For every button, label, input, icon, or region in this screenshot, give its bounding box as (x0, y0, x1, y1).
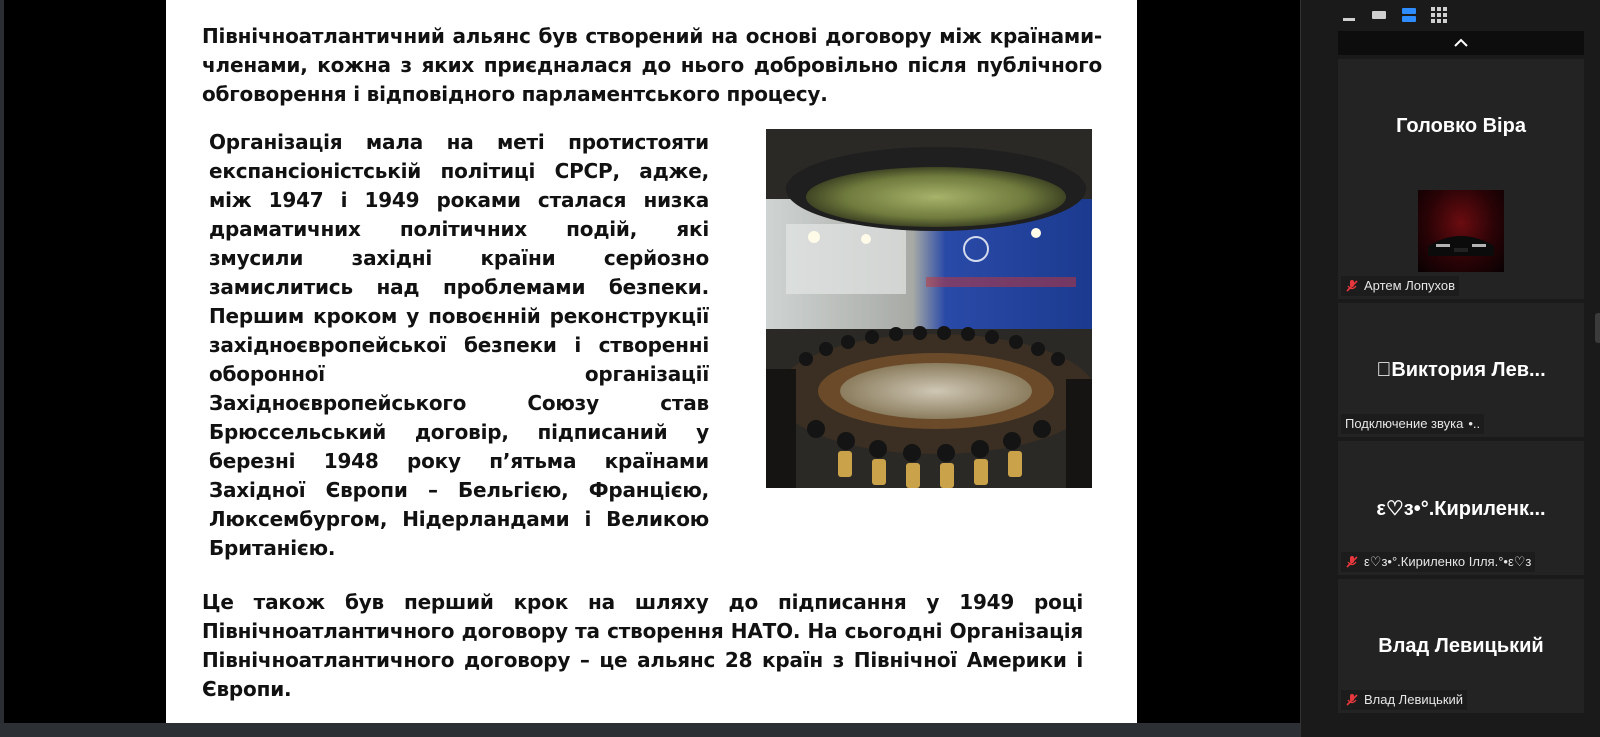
scrollbar-handle[interactable] (1595, 313, 1600, 343)
presentation-slide (166, 0, 1137, 723)
view-controls (1340, 4, 1448, 26)
participant-tag-label: Артем Лопухов (1364, 278, 1455, 293)
slide-paragraph-3: Це також був перший крок на шляху до підписання у 1949 році Північноатлантичного договору та створення НАТО. На сьогодні Організація Північноатлантичного договору – це альянс 28 країн з Північної Америки і Європи. (202, 590, 1083, 701)
participant-tile[interactable] (1338, 441, 1584, 575)
mic-muted-icon (1345, 555, 1359, 569)
participant-tag-label: ε♡з•°.Кириленко Ілля.°•ε♡з (1364, 554, 1532, 569)
window-edge (0, 0, 4, 737)
connecting-dots: •.. (1468, 416, 1481, 431)
minimize-icon[interactable] (1340, 6, 1358, 24)
participant-tag-label: Влад Левицький (1364, 692, 1464, 707)
gallery-strip-icon[interactable] (1400, 6, 1418, 24)
participant-name-tag (1341, 552, 1535, 572)
participant-display-name: Влад Левицький (1378, 634, 1544, 657)
participant-tile[interactable] (1338, 165, 1584, 299)
speaker-view-icon[interactable] (1370, 6, 1388, 24)
participant-tag-label: Подключение звука (1345, 416, 1464, 431)
mic-muted-icon (1345, 279, 1359, 293)
grid-view-icon[interactable] (1430, 6, 1448, 24)
participant-tile[interactable] (1338, 303, 1584, 437)
scroll-up-button[interactable] (1338, 31, 1584, 55)
participant-name-tag (1341, 690, 1467, 710)
chevron-up-icon (1453, 38, 1469, 48)
nato-summit-photo (766, 129, 1092, 488)
participant-name-tag (1341, 414, 1484, 434)
slide-paragraph-2: Організація мала на меті протистояти експансіоністській політиці СРСР, адже, між 1947 і 1949 роками сталася низка драматичних політичних подій, які змусили західні країни серйозно замислитись над проблемами безпеки. Першим кроком у повоєнній реконструкції західноєвропейської безпеки і створенні оборонної організації Західноєвропейського Союзу став Брюссельський договір, підписаний у березні 1948 року п’ятьма країнами Західної Європи – Бельгією, Францією, Люксембургом, Нідерландами і Великою Британією. (209, 130, 709, 560)
participant-display-name: Головко Віра (1396, 114, 1526, 137)
car-avatar (1418, 190, 1504, 272)
participant-name-tag (1341, 276, 1459, 296)
bottom-toolbar-strip (0, 723, 1300, 737)
mic-muted-icon (1345, 693, 1359, 707)
panel-divider (1300, 0, 1301, 737)
participant-tile[interactable] (1338, 579, 1584, 713)
participant-display-name:  Виктория Лев... (1376, 358, 1546, 381)
participant-display-name: ε♡з•°.Кириленк... (1376, 497, 1546, 520)
participants-gallery (1300, 0, 1600, 737)
slide-paragraph-1: Північноатлантичний альянс був створений на основі договору між країнами-членами, кожна з яких приєдналася до нього добровільно після публічного обговорення і відповідного парламентського процесу. (202, 24, 1102, 106)
